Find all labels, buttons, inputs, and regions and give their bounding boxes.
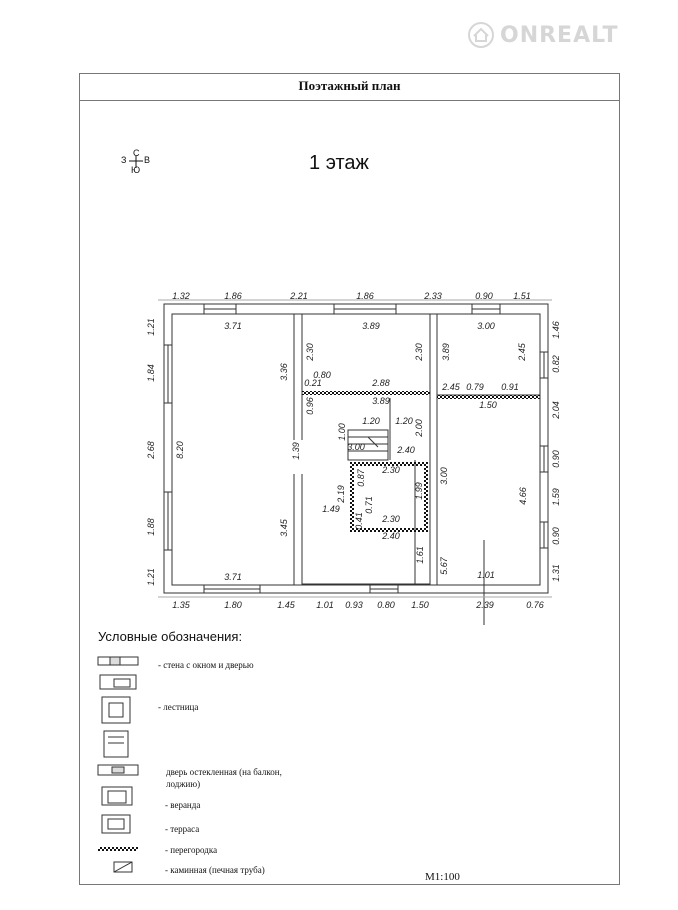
dim-bottom-label: 1.45 xyxy=(277,600,295,610)
legend-stairs: - лестница xyxy=(158,702,199,712)
dim-right-label: 1.59 xyxy=(551,488,561,506)
page-title: Поэтажный план xyxy=(298,78,401,93)
legend-title: Условные обозначения: xyxy=(98,629,243,644)
room-dim-label: 2.88 xyxy=(372,378,390,388)
dim-top-label: 2.33 xyxy=(424,291,442,301)
dim-bottom-label: 0.80 xyxy=(377,600,395,610)
room-dim-label: 1.20 xyxy=(362,416,380,426)
room-dim-label: 0.41 xyxy=(354,512,364,530)
compass-north: С xyxy=(133,148,140,158)
room-dim-label: 0.71 xyxy=(364,496,374,514)
dim-top-label: 1.86 xyxy=(356,291,374,301)
room-dim-label: 3.00 xyxy=(439,467,449,485)
dim-right-label: 1.31 xyxy=(551,564,561,582)
room-dim-label: 3.89 xyxy=(372,396,390,406)
room-dim-label: 2.40 xyxy=(382,531,400,541)
room-dim-label: 1.00 xyxy=(337,423,347,441)
room-dim-label: 2.40 xyxy=(397,445,415,455)
compass-south: Ю xyxy=(131,165,141,175)
room-dim-label: 2.19 xyxy=(336,485,346,503)
legend-veranda: - веранда xyxy=(165,800,201,810)
room-dim-label: 1.50 xyxy=(479,400,497,410)
room-dim-label: 1.99 xyxy=(414,482,424,500)
room-dim-label: 0.91 xyxy=(501,382,519,392)
dim-left-label: 1.84 xyxy=(146,364,156,382)
dim-bottom-label: 2.39 xyxy=(476,600,494,610)
dim-right-label: 0.90 xyxy=(551,450,561,468)
dim-top-label: 0.90 xyxy=(475,291,493,301)
room-dim-label: 8.20 xyxy=(175,441,185,459)
dim-top-label: 1.86 xyxy=(224,291,242,301)
dim-top-label: 1.51 xyxy=(513,291,531,301)
scale-label: М1:100 xyxy=(425,871,460,883)
legend-partition: - перегородка xyxy=(165,845,218,855)
room-dim-label: 0.79 xyxy=(466,382,484,392)
room-dim-label: 2.45 xyxy=(517,343,527,361)
legend-glass-door: дверь остекленная (на балкон, xyxy=(166,767,282,777)
room-dim-label: 0.87 xyxy=(356,469,366,487)
legend-wall-window-door: - стена с окном и дверью xyxy=(158,660,254,670)
room-dim-label: 2.30 xyxy=(305,343,315,361)
room-dim-label: 4.66 xyxy=(518,487,528,505)
compass-west: З xyxy=(121,155,127,165)
room-dim-label: 2.00 xyxy=(414,419,424,437)
dim-bottom-label: 1.35 xyxy=(172,600,190,610)
dim-right-label: 1.46 xyxy=(551,321,561,339)
room-dim-label: 0.96 xyxy=(305,397,315,415)
room-dim-label: 2.30 xyxy=(382,465,400,475)
room-dim-label: 2.45 xyxy=(442,382,460,392)
room-dim-label: 2.30 xyxy=(414,343,424,361)
room-dim-label: 0.80 xyxy=(313,370,331,380)
watermark-text: ONREALT xyxy=(500,22,619,48)
room-dim-label: 3.89 xyxy=(441,343,451,361)
dim-bottom-label: 0.93 xyxy=(345,600,363,610)
room-dim-label: 1.01 xyxy=(477,570,495,580)
legend-glass-door-2: лоджию) xyxy=(166,779,201,789)
room-dim-label: 1.49 xyxy=(322,504,340,514)
room-dim-label: 3.45 xyxy=(279,519,289,537)
dim-bottom-label: 1.01 xyxy=(316,600,334,610)
room-dim-label: 3.71 xyxy=(224,572,242,582)
dim-bottom-label: 1.50 xyxy=(411,600,429,610)
room-dim-label: 3.00 xyxy=(477,321,495,331)
dim-right-label: 0.90 xyxy=(551,527,561,545)
compass-east: В xyxy=(144,155,151,165)
dim-left-label: 2.68 xyxy=(146,441,156,459)
legend-terrace: - терраса xyxy=(165,824,200,834)
dim-left-label: 1.21 xyxy=(146,568,156,586)
dim-bottom-label: 0.76 xyxy=(526,600,544,610)
floor-label: 1 этаж xyxy=(309,152,369,174)
dim-left-label: 1.21 xyxy=(146,318,156,336)
room-dim-label: 5.67 xyxy=(439,557,449,575)
room-dim-label: 3.89 xyxy=(362,321,380,331)
room-dim-label: 3.00 xyxy=(347,442,365,452)
dim-left-label: 1.88 xyxy=(146,518,156,536)
dim-right-label: 2.04 xyxy=(551,401,561,419)
room-dim-label: 1.20 xyxy=(395,416,413,426)
room-dim-label: 2.30 xyxy=(382,514,400,524)
room-dim-label: 0.21 xyxy=(304,378,322,388)
room-dim-label: 1.61 xyxy=(415,546,425,564)
room-dim-label: 3.71 xyxy=(224,321,242,331)
room-dim-label: 1.39 xyxy=(291,442,301,460)
dim-top-label: 2.21 xyxy=(290,291,308,301)
room-dim-label: 3.36 xyxy=(279,363,289,381)
legend-fireplace: - каминная (печная труба) xyxy=(165,865,265,875)
dim-bottom-label: 1.80 xyxy=(224,600,242,610)
dim-right-label: 0.82 xyxy=(551,355,561,373)
dim-top-label: 1.32 xyxy=(172,291,190,301)
legend-icons xyxy=(96,655,142,875)
